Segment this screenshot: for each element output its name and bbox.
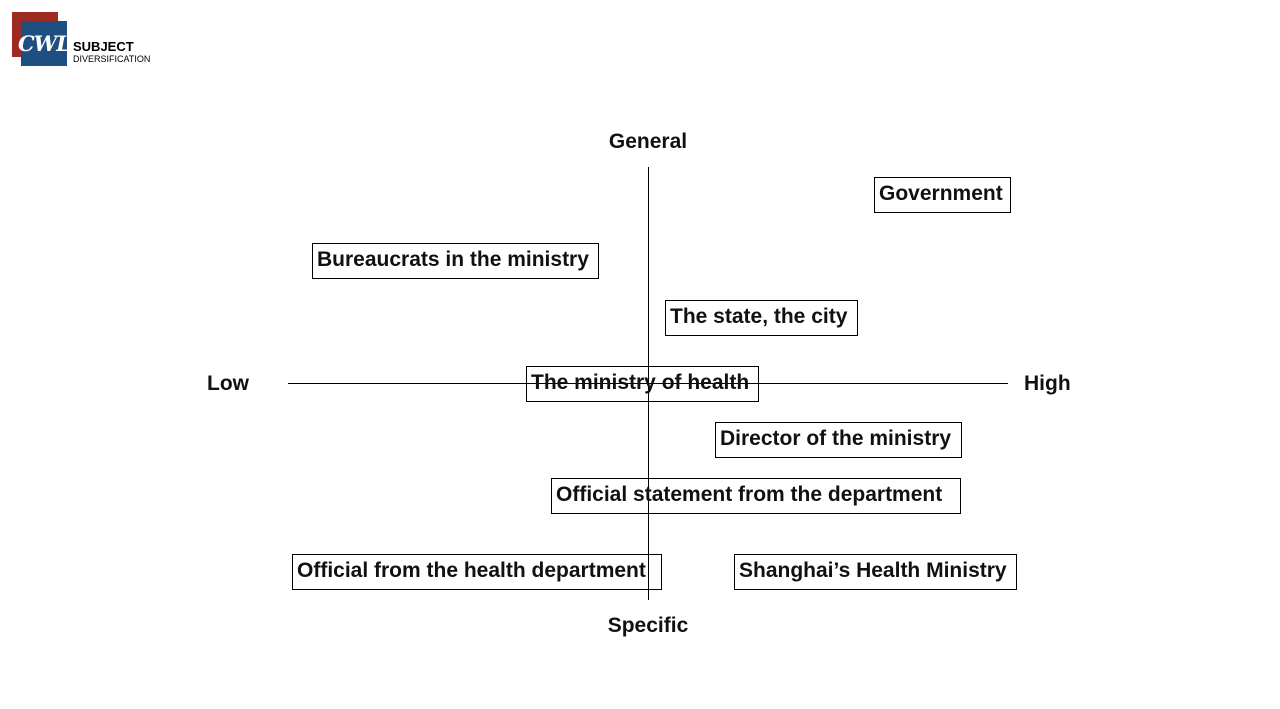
logo-mark: CWL xyxy=(21,21,67,66)
logo-subtitle: DIVERSIFICATION xyxy=(73,54,151,64)
axis-label-general: General xyxy=(608,130,688,153)
term-official-health: Official from the health department xyxy=(292,554,662,590)
term-ministry-of-health: The ministry of health xyxy=(526,366,759,402)
logo xyxy=(12,12,157,68)
term-director: Director of the ministry xyxy=(715,422,962,458)
term-state-city: The state, the city xyxy=(665,300,858,336)
axis-label-high: High xyxy=(1024,372,1071,395)
logo-title: SUBJECT xyxy=(73,39,134,54)
axis-label-low: Low xyxy=(207,372,249,395)
term-government: Government xyxy=(874,177,1011,213)
axis-label-specific: Specific xyxy=(607,614,689,637)
term-shanghai: Shanghai’s Health Ministry xyxy=(734,554,1017,590)
term-bureaucrats: Bureaucrats in the ministry xyxy=(312,243,599,279)
term-official-statement: Official statement from the department xyxy=(551,478,961,514)
